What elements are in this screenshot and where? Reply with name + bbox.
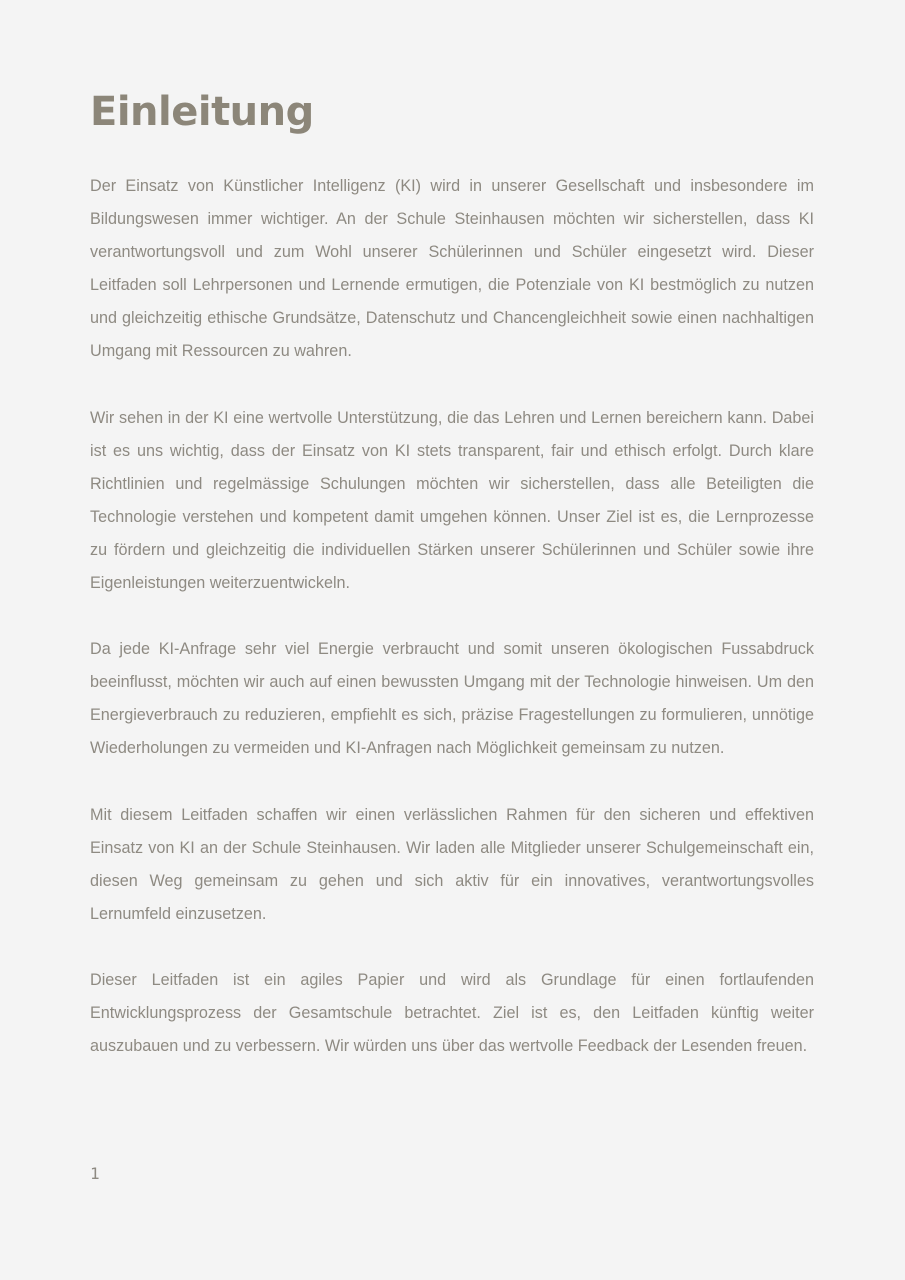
paragraph-5: Dieser Leitfaden ist ein agiles Papier und wird als Grundlage für einen fortlaufenden Entwicklungsprozess der Gesamtschule betrachtet. Ziel ist es, den Leitfaden künftig weiter auszubauen und zu verbessern. Wir würden uns über das wertvolle Feedback der Lesenden freuen.	[90, 970, 814, 1056]
paragraph-4: Mit diesem Leitfaden schaffen wir einen verlässlichen Rahmen für den sicheren und effektiven Einsatz von KI an der Schule Steinhausen. Wir laden alle Mitglieder unserer Schulgemeinschaft ein, diesen Weg gemeinsam zu gehen und sich aktiv für ein innovatives, verantwortungsvolles Lernumfeld einzusetzen.	[90, 805, 814, 923]
page-number: 1	[90, 1164, 100, 1183]
paragraph-1: Der Einsatz von Künstlicher Intelligenz (KI) wird in unserer Gesellschaft und insbesondere im Bildungswesen immer wichtiger. An der Schule Steinhausen möchten wir sicherstellen, dass KI verantwortungsvoll und zum Wohl unserer Schülerinnen und Schüler eingesetzt wird. Dieser Leitfaden soll Lehrpersonen und Lernende ermutigen, die Potenziale von KI bestmöglich zu nutzen und gleichzeitig ethische Grundsätze, Datenschutz und Chancengleichheit sowie einen nachhaltigen Umgang mit Ressourcen zu wahren.	[90, 177, 814, 361]
paragraph-2: Wir sehen in der KI eine wertvolle Unterstützung, die das Lehren und Lernen bereichern kann. Dabei ist es uns wichtig, dass der Einsatz von KI stets transparent, fair und ethisch erfolgt. Durch klare Richtlinien und regelmässige Schulungen möchten wir sicherstellen, dass alle Beteiligten die Technologie verstehen und kompetent damit umgehen können. Unser Ziel ist es, die Lernprozesse zu fördern und gleichzeitig die individuellen Stärken unserer Schülerinnen und Schüler sowie ihre Eigenleistungen weiterzuentwickeln.	[90, 408, 814, 593]
page-title: Einleitung	[90, 89, 314, 135]
body-text	[90, 170, 814, 1096]
paragraph-3: Da jede KI-Anfrage sehr viel Energie verbraucht und somit unseren ökologischen Fussabdruck beeinflusst, möchten wir auch auf einen bewussten Umgang mit der Technologie hinweisen. Um den Energieverbrauch zu reduzieren, empfiehlt es sich, präzise Fragestellungen zu formulieren, unnötige Wiederholungen zu vermeiden und KI-Anfragen nach Möglichkeit gemeinsam zu nutzen.	[90, 640, 814, 758]
